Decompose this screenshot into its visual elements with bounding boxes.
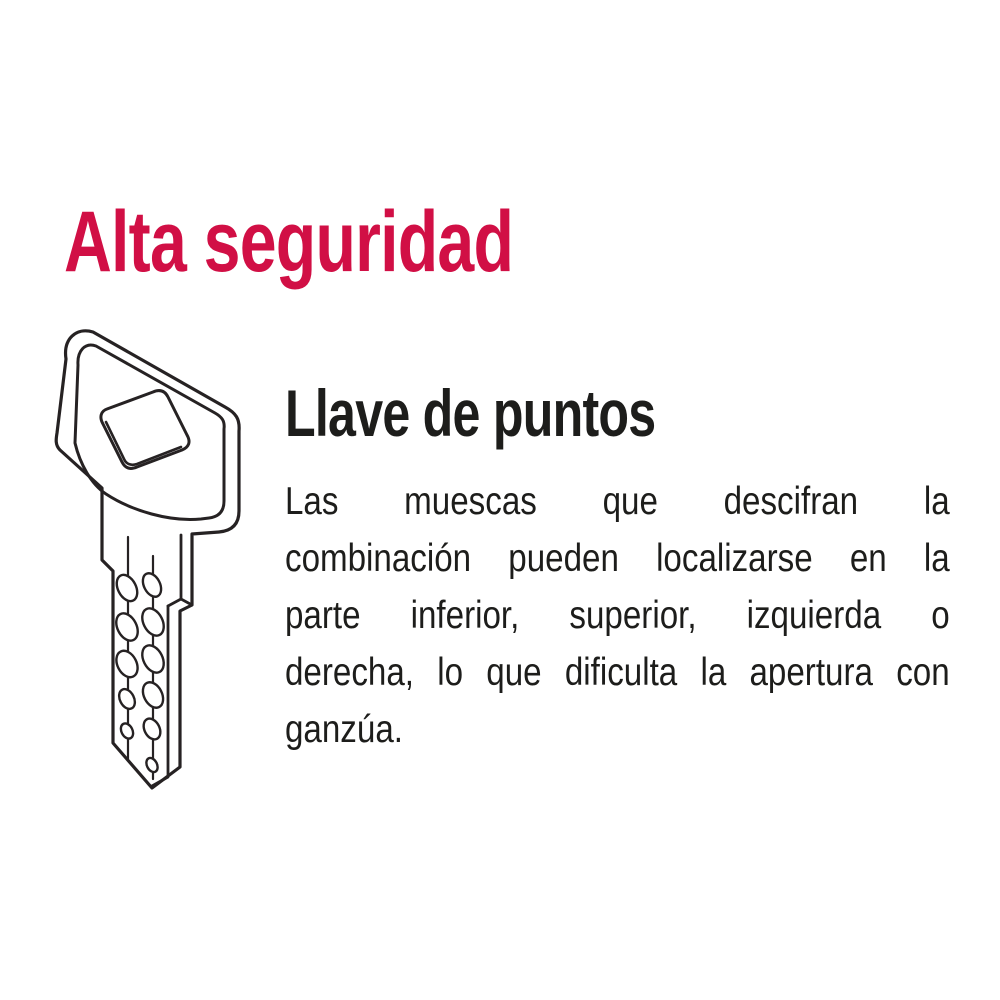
paragraph [285, 473, 950, 758]
paragraph-line: combinación pueden localizarse en la [285, 537, 950, 580]
paragraph-line: parte inferior, superior, izquierda o [285, 594, 950, 637]
dimple-key-illustration [30, 315, 290, 815]
paragraph-line: ganzúa. [285, 708, 403, 751]
paragraph-line: derecha, lo que dificulta la apertura con [285, 651, 950, 694]
section-heading: Llave de puntos [285, 376, 656, 450]
paragraph-line: Las muescas que descifran la [285, 480, 950, 523]
page-title: Alta seguridad [64, 194, 514, 290]
